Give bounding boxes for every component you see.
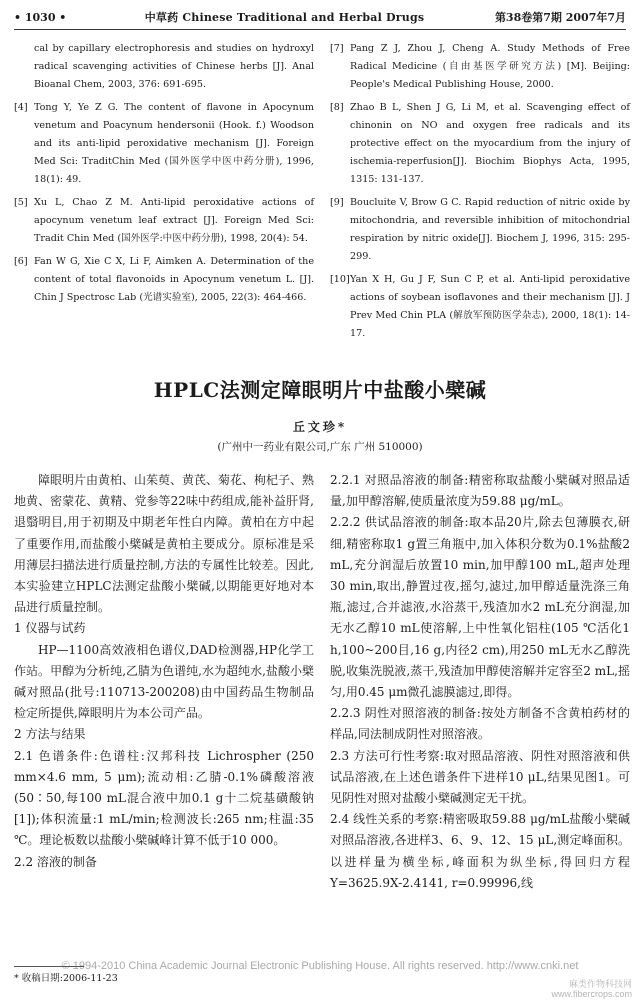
- body-paragraph: 2.2.3 阴性对照溶液的制备:按处方制备不含黄柏药材的样品,同法制成阴性对照溶液。: [330, 706, 630, 742]
- reference-item: [14, 99, 314, 189]
- issue-info: 第38卷第7期 2007年7月: [494, 11, 626, 24]
- journal-title: 中草药 Chinese Traditional and Herbal Drugs: [144, 11, 425, 24]
- body-paragraph: 2.3 方法可行性考察:取对照品溶液、阴性对照溶液和供试品溶液,在上述色谱条件下进样10 μL,结果见图1。可见阴性对照对盐酸小檗碱测定无干扰。: [330, 748, 630, 806]
- reference-item: [14, 253, 314, 307]
- reference-item: [330, 194, 630, 266]
- reference-number: [10]: [330, 274, 350, 285]
- body-right-column: [330, 470, 630, 894]
- reference-number: [9]: [330, 197, 344, 208]
- reference-number: [14, 40, 34, 94]
- reference-text: Pang Z J, Zhou J, Cheng A. Study Methods of Free Radical Medicine (自由基医学研究方法) [M]. Beijing: People's Medical Publishing House, 2000.: [350, 43, 630, 90]
- reference-item: [330, 271, 630, 343]
- reference-text: Fan W G, Xie C X, Li F, Aimken A. Determination of the content of total flavonoids in Apocynum venetum L. [J]. Chin J Spectrosc Lab (光谱实验室), 2005, 22(3): 464-466.: [34, 256, 314, 303]
- received-date-footnote: * 收稿日期:2006-11-23: [14, 973, 118, 984]
- copyright-notice: © 1994-2010 China Academic Journal Electronic Publishing House. All rights reserved. http://www.cnki.net: [61, 960, 579, 972]
- section-heading: 2.2 溶液的制备: [14, 854, 97, 869]
- body-left-column: [14, 470, 314, 873]
- reference-text: Tong Y, Ye Z G. The content of flavone in Apocynum venetum and Poacynum hendersonii (Hook. f.) Woodson and its anti-lipid peroxidative mechanism [J]. Foreign Med Sci: TraditChin Med (国外医学中医中药分册), 1996, 18(1): 49.: [34, 102, 314, 185]
- reference-item: [330, 40, 630, 94]
- body-paragraph: 障眼明片由黄柏、山茱萸、黄芪、菊花、枸杞子、熟地黄、密蒙花、黄精、党参等22味中药组成,能补益肝肾,退翳明目,用于初期及中期老年性白内障。黄柏在方中起了重要作用,而盐酸小檗碱是黄柏主要成分。原标准是采用薄层扫描法进行质量控制,方法的专属性比较差。因此,本实验建立HPLC法测定盐酸小檗碱,以期能更好地对本品进行质量控制。: [14, 473, 315, 615]
- section-heading: 2 方法与结果: [14, 727, 86, 742]
- reference-text: Zhao B L, Shen J G, Li M, et al. Scavenging effect of chinonin on NO and oxygen free radicals and its protective effect on the myocardium from the injury of ischemia-reperfusion[J]. Biochim Biophys Acta, 1995, 1315: 131-137.: [350, 102, 630, 185]
- article-title: HPLC法测定障眼明片中盐酸小檗碱: [153, 378, 487, 402]
- reference-text: cal by capillary electrophoresis and studies on hydroxyl radical scavenging activities of Chinese herbs [J]. Anal Bioanal Chem, 2003, 376: 691-695.: [34, 43, 314, 90]
- reference-item: [330, 99, 630, 189]
- body-paragraph: 2.1 色谱条件:色谱柱:汉邦科技 Lichrospher (250 mm×4.6 mm, 5 μm);流动相:乙腈-0.1%磷酸溶液(50∶50,每100 mL混合液中加0.1 g十二烷基磺酸钠[1]);体积流量:1 mL/min;检测波长:265 nm;柱温:35 ℃。理论板数以盐酸小檗碱峰计算不低于10 000。: [14, 748, 314, 848]
- reference-text: Boucluite V, Brow G C. Rapid reduction of nitric oxide by mitochondria, and reversible inhibition of mitochondrial respiration by nitric oxide[J]. Biochem J, 1996, 315: 295-299.: [350, 197, 630, 262]
- reference-item: [14, 194, 314, 248]
- references-right-column: [330, 40, 630, 348]
- body-paragraph: 2.4 线性关系的考察:精密吸取59.88 μg/mL盐酸小檗碱对照品溶液,各进样3、6、9、12、15 μL,测定峰面积。以进样量为横坐标,峰面积为纵坐标,得回归方程Y=3625.9X-2.4141, r=0.99996,线: [330, 812, 630, 890]
- article-affiliation: (广州中一药业有限公司,广东 广州 510000): [217, 441, 423, 453]
- site-watermark: [551, 979, 632, 999]
- body-paragraph: 2.2.1 对照品溶液的制备:精密称取盐酸小檗碱对照品适量,加甲醇溶解,使质量浓度为59.88 μg/mL。: [330, 473, 630, 509]
- footnote-rule: [14, 966, 84, 967]
- reference-number: [5]: [14, 197, 28, 208]
- reference-number: [8]: [330, 102, 344, 113]
- section-heading: 1 仪器与试药: [14, 621, 86, 636]
- references-section: [0, 40, 640, 340]
- header-rule: [14, 29, 626, 30]
- reference-item: [14, 40, 314, 94]
- page-number: • 1030 •: [14, 10, 67, 24]
- reference-text: Yan X H, Gu J F, Sun C P, et al. Anti-lipid peroxidative actions of soybean isoflavones and their mechanism [J]. J Prev Med Chin PLA (解放军预防医学杂志), 2000, 18(1): 14-17.: [350, 274, 630, 339]
- reference-number: [7]: [330, 43, 344, 54]
- body-paragraph: 2.2.2 供试品溶液的制备:取本品20片,除去包薄膜衣,研细,精密称取1 g置三角瓶中,加入体积分数为0.1%盐酸2 mL,充分润湿后放置10 min,加甲醇100 mL,超声处理30 min,取出,静置过夜,摇匀,滤过,加甲醇适量洗涤三角瓶,滤过,合并滤液,水浴蒸干,残渣加水2 mL充分润湿,加无水乙醇10 mL使溶解,上中性氧化铝柱(105 ℃活化1 h,100~200目,16 g,内径2 cm),用250 mL无水乙醇洗脱,收集洗脱液,蒸干,残渣加甲醇使溶解并定容至2 mL,摇匀,用0.45 μm微孔滤膜滤过,即得。: [330, 515, 630, 700]
- references-left-column: [14, 40, 314, 312]
- body-paragraph: HP—1100高效液相色谱仪,DAD检测器,HP化学工作站。甲醇为分析纯,乙腈为色谱纯,水为超纯水,盐酸小檗碱对照品(批号:110713-200208)由中国药品生物制品检定所提供,障眼明片为本公司产品。: [14, 642, 314, 721]
- reference-number: [4]: [14, 102, 28, 113]
- reference-text: Xu L, Chao Z M. Anti-lipid peroxidative actions of apocynum venetum leaf extract [J]. Foreign Med Sci: Tradit Chin Med (国外医学:中医中药分册), 1998, 20(4): 54.: [34, 197, 314, 244]
- reference-number: [6]: [14, 256, 28, 267]
- running-header: [14, 7, 626, 27]
- watermark-text: 麻类作物科技网 www.fibercrops.com: [551, 979, 632, 999]
- article-author: 丘文珍*: [292, 420, 348, 434]
